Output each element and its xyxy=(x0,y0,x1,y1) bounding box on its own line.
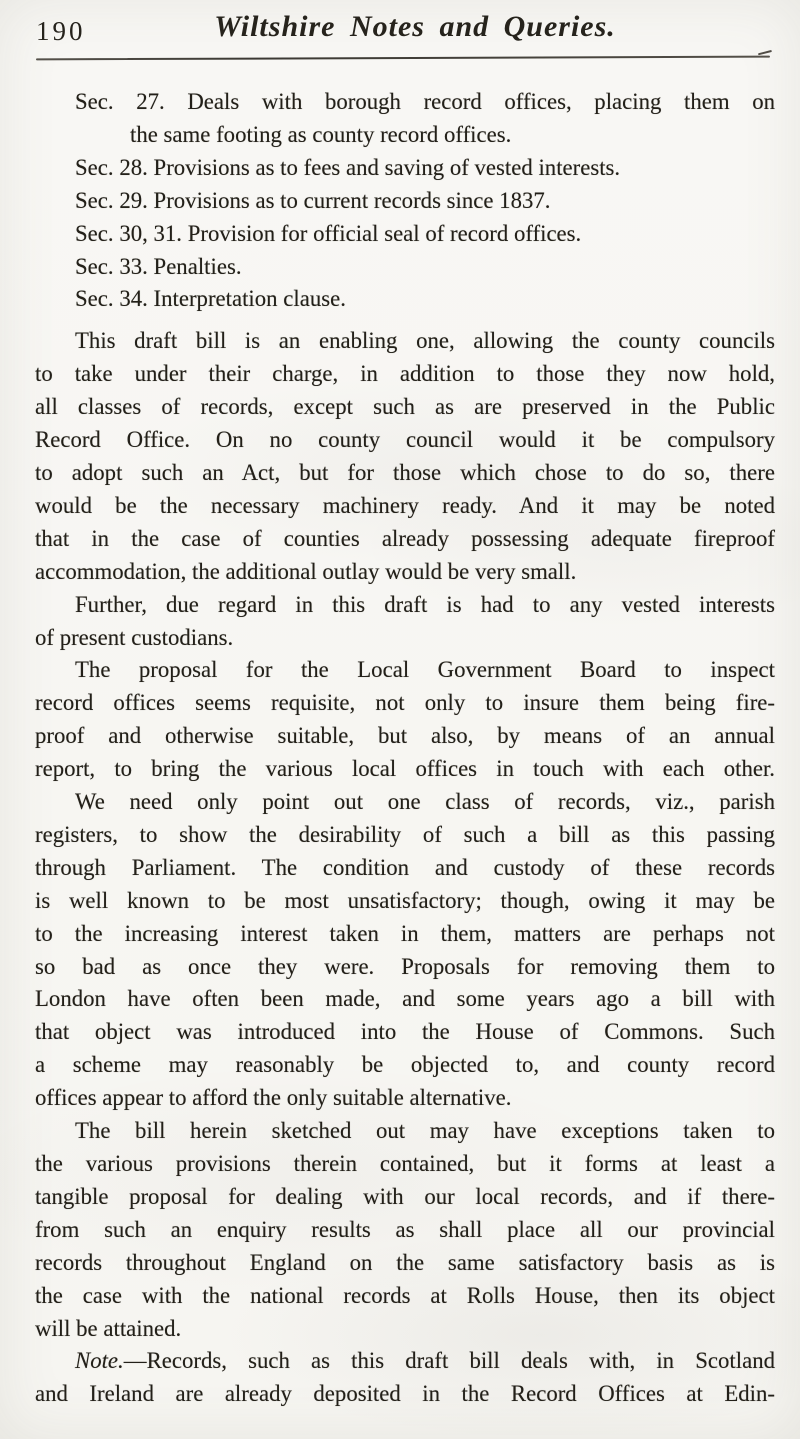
text-line: record offices seems requisite, not only to insure them being fire- xyxy=(35,690,775,716)
text-line: will be attained. xyxy=(35,1315,182,1341)
paragraph-parish-registers xyxy=(35,786,775,1115)
text-line: proof and otherwise suitable, but also, by means of an annual xyxy=(35,723,775,749)
text-line: the various provisions therein contained, but it forms at least a xyxy=(35,1151,775,1176)
italic-lead: Note. xyxy=(75,1348,124,1374)
text-line: tangible proposal for dealing with our local records, and if there- xyxy=(35,1183,775,1209)
text-line: to adopt such an Act, but for those which chose to do so, there xyxy=(35,459,775,485)
running-title: Wiltshire Notes and Queries. xyxy=(214,10,616,43)
text-line: the same footing as county record offices. xyxy=(130,121,512,147)
section-list xyxy=(35,86,775,316)
text-line: We need only point out one class of records, viz., parish xyxy=(75,789,775,815)
running-header xyxy=(35,10,775,54)
text-line: report, to bring the various local offices in touch with each other. xyxy=(35,756,775,782)
text-line: to the increasing interest taken in them, matters are perhaps not xyxy=(35,920,775,946)
text-line: The proposal for the Local Government Board to inspect xyxy=(75,657,775,683)
paragraph-proposal xyxy=(35,654,775,786)
text-line: Sec. 28. Provisions as to fees and saving of vested interests. xyxy=(75,154,621,180)
page-body xyxy=(35,86,775,1411)
text-line: registers, to show the desirability of such a bill as this passing xyxy=(35,821,775,847)
text-line: The bill herein sketched out may have exceptions taken to xyxy=(75,1118,775,1144)
text-line: This draft bill is an enabling one, allowing the county councils xyxy=(75,328,775,354)
paragraph-note xyxy=(35,1345,775,1411)
text-line: Sec. 27. Deals with borough record offices, placing them on xyxy=(75,89,775,114)
text-line: is well known to be most unsatisfactory; though, owing it may be xyxy=(35,887,775,913)
paragraph-draft-bill xyxy=(35,325,775,588)
paragraph-bill-sketched xyxy=(35,1115,775,1345)
text-line: of present custodians. xyxy=(35,624,234,650)
text-line: through Parliament. The condition and custody of these records xyxy=(35,854,775,880)
text-line: Sec. 29. Provisions as to current records since 1837. xyxy=(75,187,551,213)
text-line: so bad as once they were. Proposals for removing them to xyxy=(35,953,775,979)
text-line: offices appear to afford the only suitable alternative. xyxy=(35,1085,512,1111)
text-line: accommodation, the additional outlay would be very small. xyxy=(35,558,577,584)
paragraph-further xyxy=(35,589,775,655)
text-line: records throughout England on the same satisfactory basis as is xyxy=(35,1249,775,1275)
page-number: 190 xyxy=(36,16,86,46)
text-line: from such an enquiry results as shall place all our provincial xyxy=(35,1216,775,1242)
text-line: Sec. 34. Interpretation clause. xyxy=(75,286,346,312)
text-line: Record Office. On no county council would it be compulsory xyxy=(35,427,775,453)
text-line: that object was introduced into the House of Commons. Such xyxy=(35,1019,775,1045)
text-line: Sec. 30, 31. Provision for official seal of record offices. xyxy=(75,220,582,246)
text-line: London have often been made, and some years ago a bill with xyxy=(35,986,775,1012)
text-line: all classes of records, except such as are preserved in the Public xyxy=(35,394,775,420)
text-line: a scheme may reasonably be objected to, and county record xyxy=(35,1052,775,1078)
text-line: Sec. 33. Penalties. xyxy=(75,253,242,279)
header-rule xyxy=(36,56,770,61)
text-line: Note.—Records, such as this draft bill deals with, in Scotland xyxy=(75,1348,775,1374)
text-line: and Ireland are already deposited in the Record Offices at Edin- xyxy=(35,1381,775,1407)
text-line: would be the necessary machinery ready. And it may be noted xyxy=(35,492,775,518)
text-line: the case with the national records at Rolls House, then its object xyxy=(35,1282,775,1308)
text-line: that in the case of counties already possessing adequate fireproof xyxy=(35,525,775,551)
text-line: Further, due regard in this draft is had to any vested interests xyxy=(75,591,775,617)
text-line: to take under their charge, in addition to those they now hold, xyxy=(35,361,775,387)
